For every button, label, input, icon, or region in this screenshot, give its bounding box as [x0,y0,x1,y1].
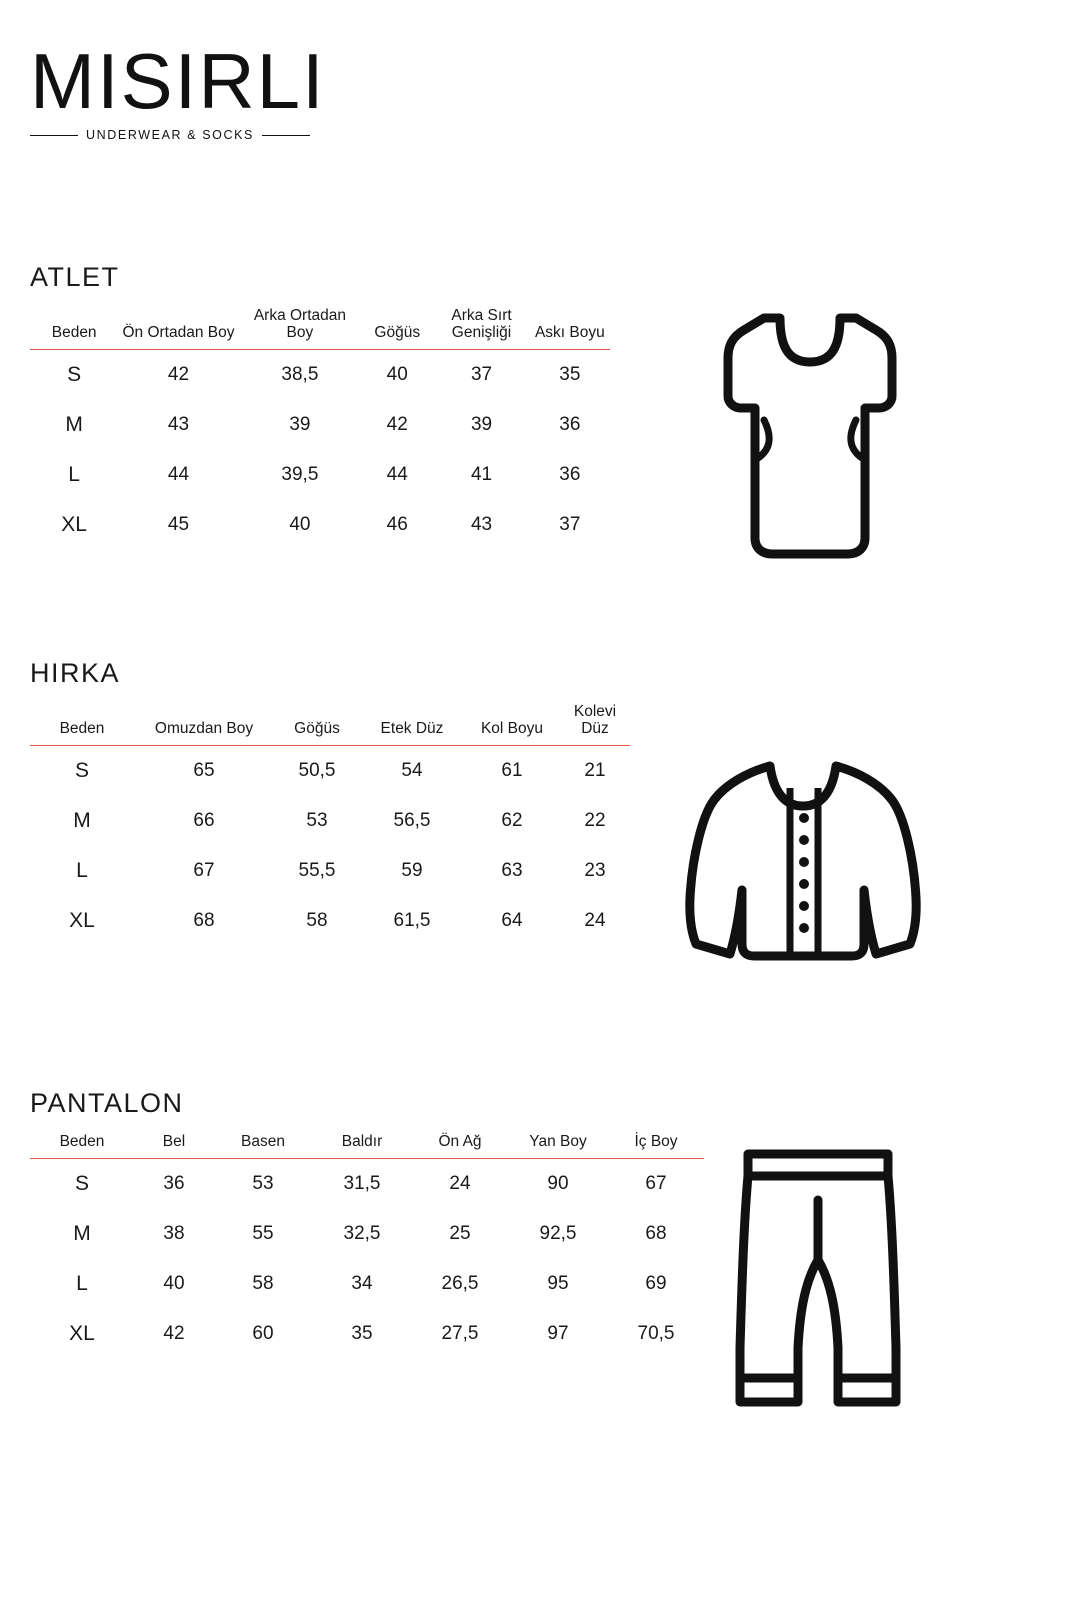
measure-cell: 92,5 [539,1223,577,1245]
measure-cell: 37 [470,364,493,386]
size-label: S [74,759,89,783]
measure-cell: 55 [252,1223,274,1245]
column-header: Kol Boyu [480,720,544,738]
size-label: S [67,363,82,387]
measure-cell: 35 [351,1323,373,1345]
table-row [30,1259,704,1309]
table-row [30,1309,704,1359]
measure-cell: 97 [547,1323,569,1345]
measure-cell: 58 [252,1273,274,1295]
table-row [30,400,610,450]
measure-cell: 42 [386,414,408,436]
measure-cell: 44 [167,464,190,486]
cardigan-icon [678,748,928,993]
measure-cell: 36 [559,464,581,486]
measure-cell: 65 [193,760,215,782]
measure-cell: 32,5 [343,1223,381,1245]
measure-cell: 37 [559,514,581,536]
section-title-atlet: ATLET [30,262,120,292]
column-header: Kolevi Düz [573,703,617,738]
column-header: Arka Sırt Genişliği [451,307,512,342]
measure-cell: 53 [306,810,328,832]
section-hirka [30,658,630,946]
size-label: XL [61,513,87,537]
measure-cell: 42 [167,364,190,386]
measure-cell: 39 [470,414,493,436]
column-header: Ön Ağ [438,1133,482,1150]
measure-cell: 68 [645,1223,667,1245]
measure-cell: 36 [559,414,581,436]
measure-cell: 40 [163,1273,185,1295]
table-header-row [30,701,630,746]
size-table-atlet [30,305,610,550]
measure-cell: 24 [584,910,606,932]
measure-cell: 43 [470,514,493,536]
measure-cell: 38,5 [281,364,319,386]
divider-left [30,135,78,136]
measure-cell: 67 [645,1173,667,1195]
size-label: M [65,413,83,437]
divider-right [262,135,310,136]
measure-cell: 90 [547,1173,569,1195]
measure-cell: 54 [401,760,423,782]
table-row [30,746,630,797]
column-header: Göğüs [374,324,421,342]
size-label: L [76,1272,88,1296]
column-header: Yan Boy [529,1133,587,1150]
measure-cell: 67 [193,860,215,882]
column-header: İç Boy [634,1133,678,1150]
measure-cell: 31,5 [343,1173,381,1195]
column-header: Bel [162,1133,186,1150]
size-label: S [74,1172,89,1196]
measure-cell: 40 [289,514,311,536]
measure-cell: 44 [386,464,408,486]
column-header: Askı Boyu [534,324,605,342]
size-table-hirka [30,701,630,946]
measure-cell: 46 [386,514,408,536]
section-title-hirka: HIRKA [30,658,121,688]
measure-cell: 39,5 [281,464,319,486]
measure-cell: 62 [501,810,523,832]
measure-cell: 70,5 [637,1323,675,1345]
table-row [30,846,630,896]
measure-cell: 40 [386,364,408,386]
column-header: Arka Ortadan Boy [253,307,346,342]
table-row [30,796,630,846]
measure-cell: 27,5 [441,1323,479,1345]
measure-cell: 61,5 [393,910,431,932]
column-header: Etek Düz [380,720,444,738]
measure-cell: 42 [163,1323,185,1345]
measure-cell: 50,5 [298,760,336,782]
measure-cell: 25 [449,1223,471,1245]
measure-cell: 95 [547,1273,569,1295]
measure-cell: 26,5 [441,1273,479,1295]
measure-cell: 22 [584,810,606,832]
column-header: Omuzdan Boy [154,720,254,738]
size-label: XL [69,909,95,933]
size-label: L [76,859,88,883]
measure-cell: 41 [470,464,493,486]
measure-cell: 43 [167,414,190,436]
measure-cell: 59 [401,860,423,882]
column-header: Göğüs [294,720,340,738]
measure-cell: 56,5 [393,810,431,832]
measure-cell: 69 [645,1273,667,1295]
table-row [30,1159,704,1210]
column-header: Beden [59,720,105,738]
measure-cell: 24 [449,1173,471,1195]
size-label: L [68,463,80,487]
measure-cell: 38 [163,1223,185,1245]
column-header: Beden [59,1133,105,1150]
pants-icon [718,1140,918,1425]
column-header: Beden [51,324,97,342]
table-row [30,350,610,401]
brand-logo [30,37,330,142]
measure-cell: 55,5 [298,860,336,882]
section-pantalon [30,1088,704,1359]
table-row [30,500,610,550]
measure-cell: 39 [289,414,311,436]
size-label: XL [69,1322,95,1346]
measure-cell: 64 [501,910,523,932]
table-row [30,896,630,946]
measure-cell: 45 [167,514,190,536]
measure-cell: 53 [252,1173,274,1195]
column-header: Basen [241,1133,285,1150]
brand-subtitle: UNDERWEAR & SOCKS [86,128,254,142]
measure-cell: 36 [163,1173,185,1195]
size-label: M [73,1222,91,1246]
table-row [30,1209,704,1259]
measure-cell: 35 [559,364,581,386]
table-row [30,450,610,500]
measure-cell: 34 [351,1273,373,1295]
column-header: Ön Ortadan Boy [122,324,235,342]
measure-cell: 58 [306,910,328,932]
measure-cell: 21 [584,760,606,782]
measure-cell: 61 [501,760,523,782]
table-header-row [30,1131,704,1159]
measure-cell: 66 [193,810,215,832]
measure-cell: 68 [193,910,215,932]
brand-subtitle-row [30,128,310,142]
brand-wordmark: MISIRLI [30,37,326,125]
size-table-pantalon [30,1131,704,1359]
table-header-row [30,305,610,350]
size-label: M [73,809,91,833]
section-title-pantalon: PANTALON [30,1088,184,1118]
measure-cell: 23 [584,860,606,882]
measure-cell: 60 [252,1323,274,1345]
measure-cell: 63 [501,860,523,882]
tank-top-icon [700,300,920,585]
section-atlet [30,262,610,550]
column-header: Baldır [341,1133,383,1150]
